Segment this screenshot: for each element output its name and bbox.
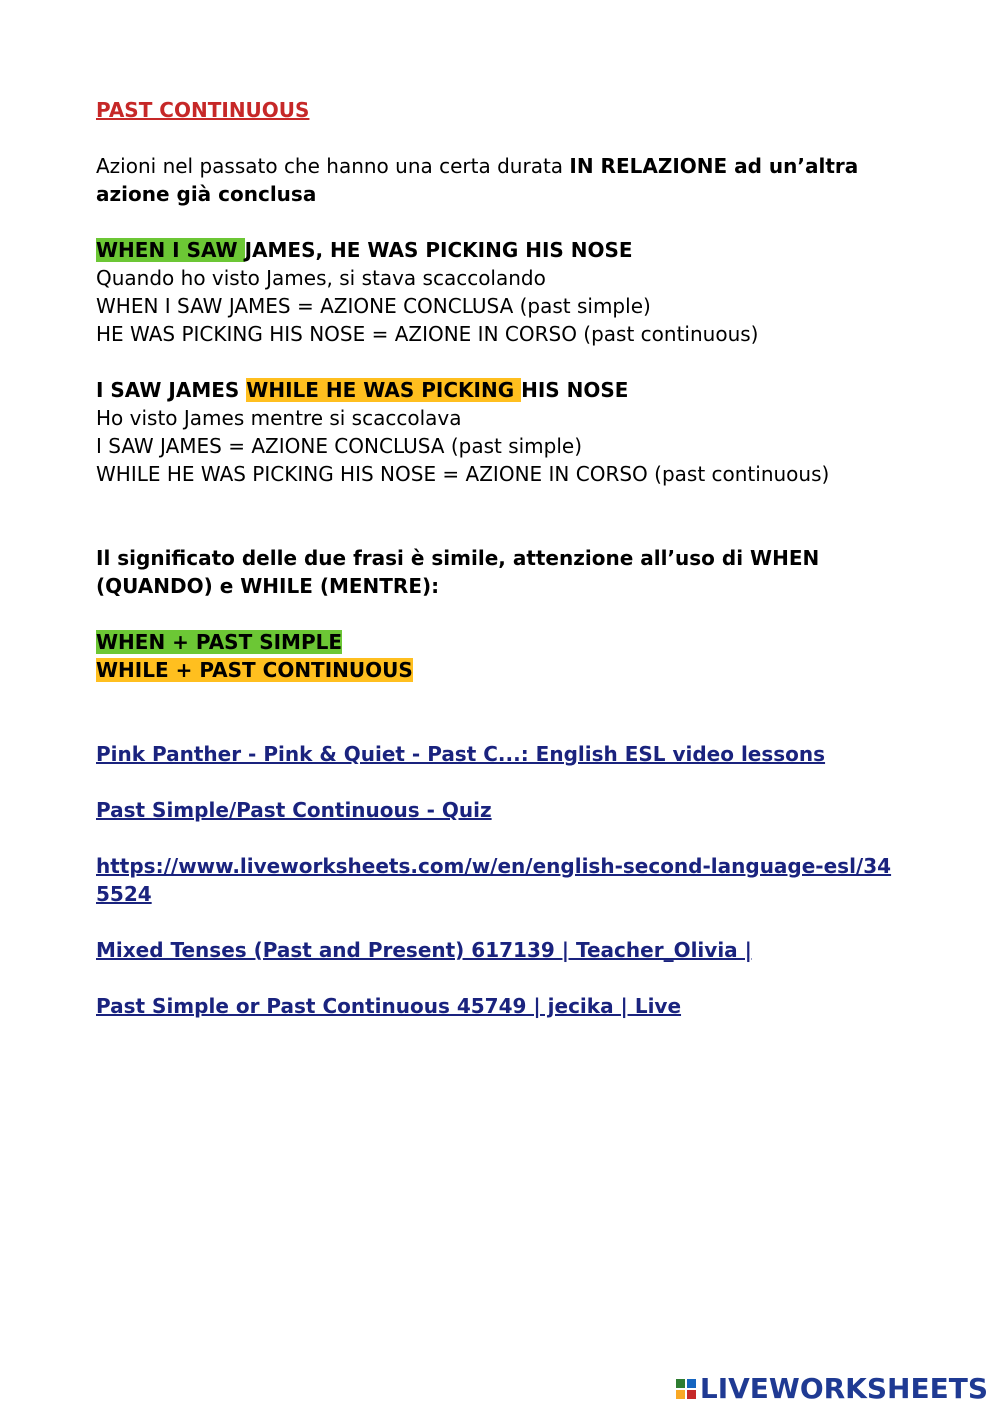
- example2-line2: WHILE HE WAS PICKING HIS NOSE = AZIONE IN CORSO (past continuous): [96, 462, 830, 486]
- link-past-simple-continuous[interactable]: Past Simple or Past Continuous 45749 | jecika | Live: [96, 994, 682, 1018]
- liveworksheets-logo[interactable]: [676, 1372, 988, 1406]
- rule-when-text: WHEN + PAST SIMPLE: [96, 630, 343, 654]
- link-liveworksheets-url[interactable]: https://www.liveworksheets.com/w/en/english-second-language-esl/345524: [96, 854, 892, 906]
- link-quiz[interactable]: Past Simple/Past Continuous - Quiz: [96, 798, 492, 822]
- example1-line1: WHEN I SAW JAMES = AZIONE CONCLUSA (past simple): [96, 294, 651, 318]
- logo-text: LIVEWORKSHEETS: [699, 1372, 988, 1405]
- example2-before: I SAW JAMES: [96, 378, 247, 402]
- example2-after: HIS NOSE: [521, 378, 629, 402]
- example1-rest: JAMES, HE WAS PICKING HIS NOSE: [244, 238, 633, 262]
- worksheet-page: [96, 96, 896, 1020]
- example2-line1: I SAW JAMES = AZIONE CONCLUSA (past simple): [96, 434, 583, 458]
- link-pink-panther[interactable]: Pink Panther - Pink & Quiet - Past C...: English ESL video lessons: [96, 742, 826, 766]
- intro-bold: IN RELAZIONE ad un’altra azione già conclusa: [96, 154, 859, 206]
- usage-note: Il significato delle due frasi è simile, attenzione all’uso di WHEN (QUANDO) e WHILE (MENTRE):: [96, 546, 820, 598]
- link-mixed-tenses[interactable]: Mixed Tenses (Past and Present) 617139 | Teacher_Olivia |: [96, 938, 752, 962]
- example1-highlight: WHEN I SAW: [96, 238, 245, 262]
- example1-sentence: [96, 236, 896, 264]
- rule-while-text: WHILE + PAST CONTINUOUS: [96, 658, 413, 682]
- example2-translation: Ho visto James mentre si scaccolava: [96, 406, 462, 430]
- page-title: PAST CONTINUOUS: [96, 98, 310, 122]
- intro-text: [96, 152, 896, 208]
- example1-line2: HE WAS PICKING HIS NOSE = AZIONE IN CORSO (past continuous): [96, 322, 759, 346]
- example1-translation: Quando ho visto James, si stava scaccolando: [96, 266, 546, 290]
- example2-highlight: WHILE HE WAS PICKING: [246, 378, 522, 402]
- rule-while: [96, 656, 896, 684]
- example2-sentence: [96, 376, 896, 404]
- rule-when: [96, 628, 896, 656]
- intro-plain: Azioni nel passato che hanno una certa durata: [96, 154, 570, 178]
- liveworksheets-logo-icon: [676, 1379, 696, 1399]
